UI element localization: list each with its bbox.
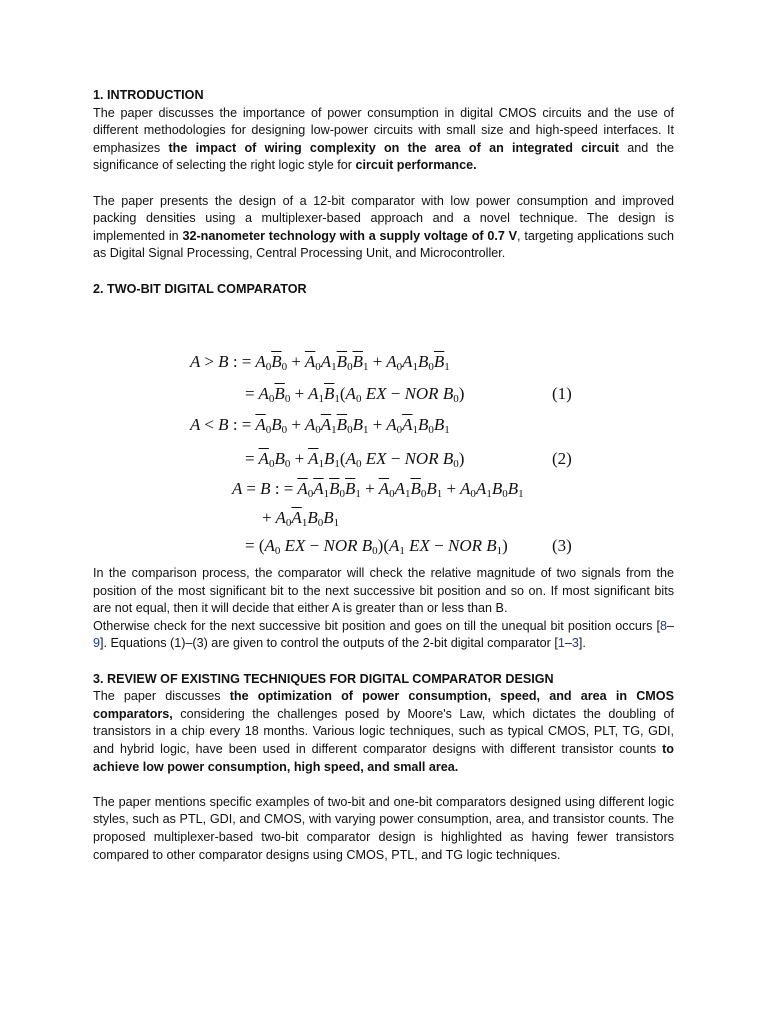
citation-link[interactable]: 3 bbox=[571, 636, 579, 651]
section-introduction bbox=[93, 87, 674, 298]
paragraph bbox=[93, 565, 674, 618]
equation-number: (3) bbox=[552, 536, 572, 555]
equation-line: = $\overline{A}_0B_0 + \overline{A}_1B_1(A_0$ EX − NOR $B_0$) bbox=[245, 449, 465, 470]
text-run: , targeting applications such as Digital Signal Processing, Central Processing Unit, and Microcontroller. bbox=[93, 228, 674, 261]
text-run: – bbox=[564, 636, 572, 651]
citation-link[interactable]: 1 bbox=[557, 636, 565, 651]
text-run: In the comparison process, the comparator will check the relative magnitude of two signals from the position of the most significant bit to the next successive bit position and so on. If most significant bits are not equal, then it will decide that either A is greater than or less than B. bbox=[93, 566, 674, 616]
paragraph bbox=[93, 618, 674, 653]
paragraph bbox=[93, 105, 674, 175]
bold-text: the optimization of power consumption, speed, and area in CMOS comparators, bbox=[93, 689, 674, 721]
equation-line: A = B : = $\overline{A}_0\overline{A}_1\overline{B}_0\overline{B}_1 + \overline{A}_0A_1\overline{B}_0B_1 + A_0A_1B_0B_1$ bbox=[232, 479, 524, 500]
text-run: ]. bbox=[578, 636, 586, 651]
bold-text: circuit performance. bbox=[355, 158, 477, 173]
text-run: The paper presents the design of a 12-bit comparator with low power consumption and improved packing densities using a multiplexer-based approach and a novel technique. The design is implemented in bbox=[93, 193, 674, 243]
paragraph bbox=[93, 193, 674, 263]
text-run: considering the challenges posed by Moore's Law, which dictates the doubling of transistors in a chip every 18 months. Various logic techniques, such as typical CMOS, PLT, TG, GDI, and hybrid logic, have been used in different comparator designs with different transistor counts bbox=[93, 706, 674, 756]
text-run: The paper discusses the importance of power consumption in digital CMOS circuits and the use of different methodologies for designing low-power circuits with small size and high-speed interfaces. It emphasizes bbox=[93, 105, 674, 155]
text-run: The paper discusses bbox=[93, 689, 230, 704]
bold-text: 32-nanometer technology with a supply voltage of 0.7 V bbox=[182, 228, 518, 243]
equation-line: = ($A_0$ EX − NOR $B_0)(A_1$ EX − NOR $B_1$) bbox=[245, 536, 508, 557]
equation-line: + $A_0\overline{A}_1B_0B_1$ bbox=[262, 508, 340, 529]
text-run: Otherwise check for the next successive bit position and goes on till the unequal bit position occurs [ bbox=[93, 618, 660, 633]
equation-number: (2) bbox=[552, 449, 572, 468]
text-run: The paper mentions specific examples of two-bit and one-bit comparators designed using different logic styles, such as PTL, GDI, and CMOS, with varying power consumption, area, and transistor counts. The proposed multiplexer-based two-bit comparator design is highlighted as having fewer transistors compared to other comparator designs using CMOS, PTL, and TG logic techniques. bbox=[93, 794, 674, 862]
text-run: ]. Equations (1)–(3) are given to control the outputs of the 2-bit digital comparator [ bbox=[100, 636, 558, 651]
citation-link[interactable]: 9 bbox=[93, 636, 101, 651]
section-heading: 2. TWO-BIT DIGITAL COMPARATOR bbox=[93, 281, 307, 296]
equation-line: A < B : = $\overline{A}_0B_0 + A_0\overline{A}_1\overline{B}_0B_1 + A_0\overline{A}_1B_0B_1$ bbox=[190, 415, 450, 436]
section-heading: 1. INTRODUCTION bbox=[93, 88, 204, 102]
equation-line: = $A_0\overline{B}_0 + A_1\overline{B}_1(A_0$ EX − NOR $B_0$) bbox=[245, 384, 465, 405]
text-run: – bbox=[666, 618, 674, 633]
bold-text: the impact of wiring complexity on the area of an integrated circuit bbox=[168, 140, 619, 155]
equation-line: A > B : = $A_0\overline{B}_0 + \overline{A}_0A_1\overline{B}_0\overline{B}_1 + A_0A_1B_0\overline{B}_1$ bbox=[190, 352, 450, 373]
paragraph bbox=[93, 688, 674, 776]
text-run: and the significance of selecting the right logic style for bbox=[93, 140, 674, 173]
paragraph bbox=[93, 794, 674, 864]
citation-link[interactable]: 8 bbox=[659, 618, 667, 633]
section-two-bit-comparator bbox=[93, 565, 674, 864]
section-heading: 3. REVIEW OF EXISTING TECHNIQUES FOR DIGITAL COMPARATOR DESIGN bbox=[93, 671, 554, 686]
bold-text: to achieve low power consumption, high speed, and small area. bbox=[93, 741, 674, 774]
equation-number: (1) bbox=[552, 384, 572, 403]
